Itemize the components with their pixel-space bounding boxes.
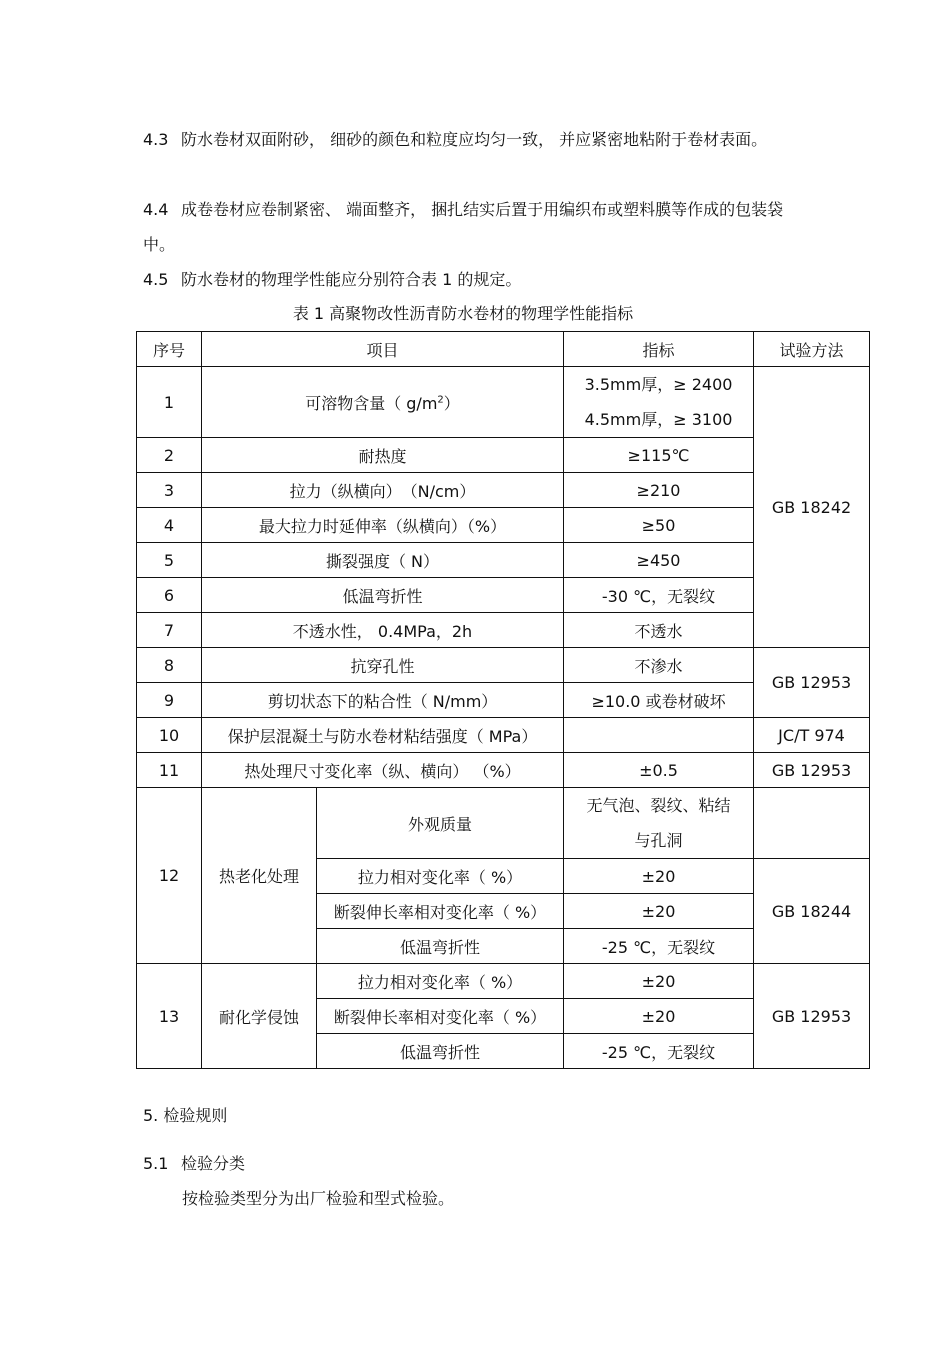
method-cell: GB 12953 <box>754 648 870 718</box>
sub-item: 拉力相对变化率（ %） <box>317 859 564 894</box>
row-no: 2 <box>137 438 202 473</box>
sub-item: 低温弯折性 <box>317 929 564 964</box>
item-text-end: ） <box>443 393 460 413</box>
clause-number: 4.5 <box>143 270 169 289</box>
superscript: 2 <box>437 394 444 406</box>
sub-item: 低温弯折性 <box>317 1034 564 1069</box>
row-item: 耐热度 <box>202 438 564 473</box>
clause-text: 防水卷材双面附砂， 细砂的颜色和粒度应均匀一致， 并应紧密地粘附于卷材表面。 <box>181 130 768 149</box>
sub-item: 断裂伸长率相对变化率（ %） <box>317 999 564 1034</box>
method-cell: GB 18242 <box>754 367 870 648</box>
row-no: 11 <box>137 753 202 788</box>
row-item <box>202 367 564 438</box>
row-group: 热老化处理 <box>202 788 317 964</box>
row-item: 不透水性， 0.4MPa，2h <box>202 613 564 648</box>
row-value: ≥10.0 或卷材破坏 <box>564 683 754 718</box>
row-no: 9 <box>137 683 202 718</box>
table-row <box>137 964 870 999</box>
clause-number: 4.4 <box>143 200 169 219</box>
clause-number: 4.3 <box>143 130 169 149</box>
row-no: 4 <box>137 508 202 543</box>
header-no: 序号 <box>137 332 202 367</box>
row-no: 5 <box>137 543 202 578</box>
paragraph-4-4 <box>143 192 813 262</box>
row-no: 7 <box>137 613 202 648</box>
paragraph-4-5 <box>143 262 813 297</box>
table-row <box>137 648 870 683</box>
row-item: 保护层混凝土与防水卷材粘结强度（ MPa） <box>202 718 564 753</box>
subsection-title: 检验分类 <box>181 1154 246 1173</box>
value-line: 3.5mm厚，≥ 2400 <box>584 375 733 394</box>
sub-item: 拉力相对变化率（ %） <box>317 964 564 999</box>
properties-table <box>136 331 870 1069</box>
row-value: -25 ℃，无裂纹 <box>564 1034 754 1069</box>
clause-number: 5.1 <box>143 1154 169 1173</box>
table-header-row <box>137 332 870 367</box>
row-no: 6 <box>137 578 202 613</box>
table-row <box>137 753 870 788</box>
row-value: ≥450 <box>564 543 754 578</box>
method-cell: GB 18244 <box>754 859 870 964</box>
item-text: 可溶物含量（ g/m <box>305 393 438 413</box>
row-value: ≥210 <box>564 473 754 508</box>
header-value: 指标 <box>564 332 754 367</box>
table-row <box>137 367 870 438</box>
row-no: 1 <box>137 367 202 438</box>
table-title-text: 表 1 高聚物改性沥青防水卷材的物理学性能指标 <box>292 304 634 323</box>
row-item: 热处理尺寸变化率（纵、横向） （%） <box>202 753 564 788</box>
header-method: 试验方法 <box>754 332 870 367</box>
row-value: ±20 <box>564 964 754 999</box>
method-cell: JC/T 974 <box>754 718 870 753</box>
method-cell-empty <box>754 788 870 859</box>
row-group: 耐化学侵蚀 <box>202 964 317 1069</box>
row-value: ≥115℃ <box>564 438 754 473</box>
row-no: 12 <box>137 788 202 964</box>
value-line: 无气泡、裂纹、粘结 <box>586 796 731 815</box>
row-value: 不透水 <box>564 613 754 648</box>
row-item: 抗穿孔性 <box>202 648 564 683</box>
paragraph-4-3 <box>143 122 813 157</box>
row-value: ±20 <box>564 999 754 1034</box>
row-value: -25 ℃，无裂纹 <box>564 929 754 964</box>
row-no: 13 <box>137 964 202 1069</box>
value-line: 4.5mm厚，≥ 3100 <box>584 410 733 429</box>
sub-item: 外观质量 <box>317 788 564 859</box>
row-item: 撕裂强度（ N） <box>202 543 564 578</box>
row-item: 拉力（纵横向） （N/cm） <box>202 473 564 508</box>
clause-text: 成卷卷材应卷制紧密、 端面整齐， 捆扎结实后置于用编织布或塑料膜等作成的包装袋中。 <box>143 200 784 254</box>
row-no: 10 <box>137 718 202 753</box>
value-line: 与孔洞 <box>634 831 683 850</box>
row-item: 低温弯折性 <box>202 578 564 613</box>
section-body: 按检验类型分为出厂检验和型式检验。 <box>182 1189 455 1208</box>
table-row <box>137 718 870 753</box>
row-value <box>564 788 754 859</box>
row-item: 最大拉力时延伸率（纵横向）（%） <box>202 508 564 543</box>
row-value: ±0.5 <box>564 753 754 788</box>
row-no: 8 <box>137 648 202 683</box>
row-item: 剪切状态下的粘合性（ N/mm） <box>202 683 564 718</box>
row-value <box>564 367 754 438</box>
section-5-heading: 5. 检验规则 <box>143 1106 228 1125</box>
sub-item: 断裂伸长率相对变化率（ %） <box>317 894 564 929</box>
row-value <box>564 718 754 753</box>
header-item: 项目 <box>202 332 564 367</box>
row-value: -30 ℃，无裂纹 <box>564 578 754 613</box>
method-cell: GB 12953 <box>754 753 870 788</box>
table-row <box>137 788 870 859</box>
row-value: ≥50 <box>564 508 754 543</box>
row-value: 不渗水 <box>564 648 754 683</box>
clause-text: 防水卷材的物理学性能应分别符合表 1 的规定。 <box>181 270 522 289</box>
method-cell: GB 12953 <box>754 964 870 1069</box>
row-no: 3 <box>137 473 202 508</box>
row-value: ±20 <box>564 894 754 929</box>
table-title <box>0 297 950 331</box>
subsection-5-1 <box>143 1152 245 1176</box>
row-value: ±20 <box>564 859 754 894</box>
